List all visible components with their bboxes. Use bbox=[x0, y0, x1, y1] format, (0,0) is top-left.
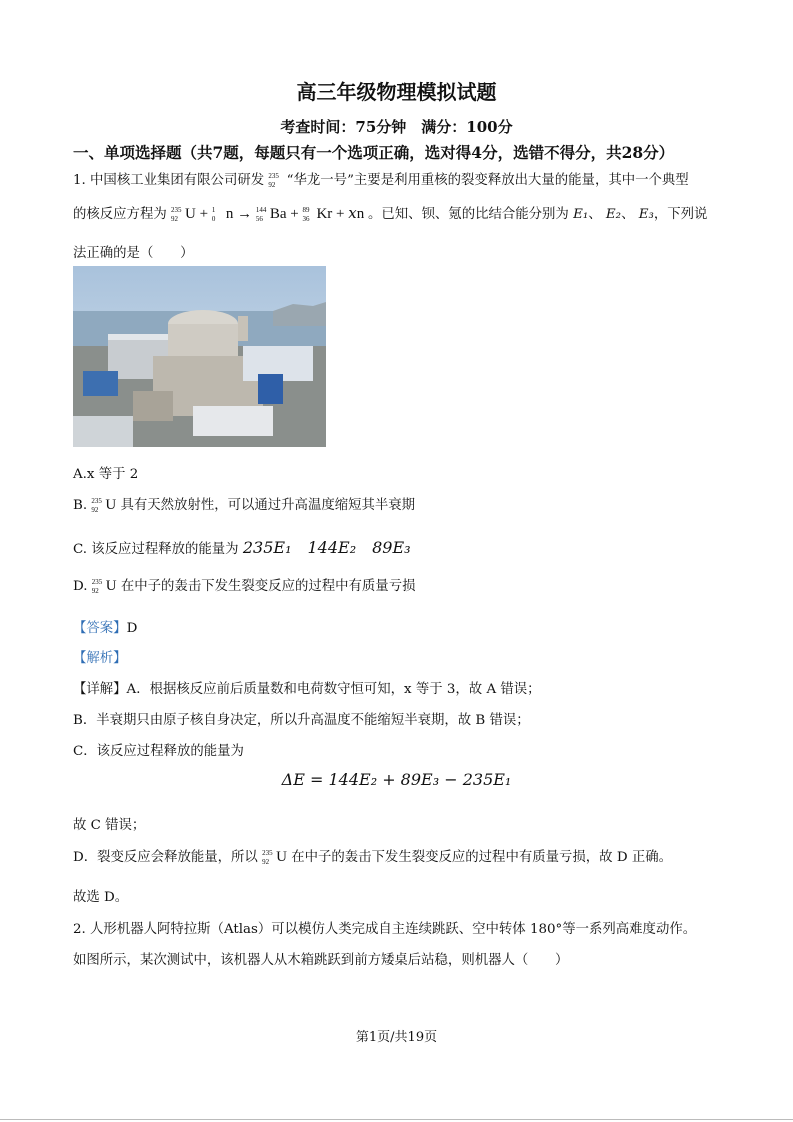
exam-info: 考查时间：75分钟 满分：100分 bbox=[280, 118, 513, 136]
nuclear-equation: 235 92 U + 1 0 n → 144 56 Ba + 89 36 Kr + xn bbox=[171, 204, 365, 223]
final-answer: 故选 D。 bbox=[73, 890, 129, 905]
option-c: C. 该反应过程释放的能量为 235E₁ 144E₂ 89E₃ bbox=[73, 538, 411, 557]
option-d: D. 235 92 U 在中子的轰击下发生裂变反应的过程中有质量亏损 bbox=[73, 577, 416, 595]
detail-b: B．半衰期只由原子核自身决定，所以升高温度不能缩短半衰期，故 B 错误； bbox=[73, 713, 530, 728]
detail-c-conclusion: 故 C 错误； bbox=[73, 818, 146, 833]
page-bottom-divider bbox=[0, 1119, 793, 1120]
q1-line1: 1. 中国核工业集团有限公司研发 235 92 “华龙一号”主要是利用重核的裂变释放出大量的能量，其中一个典型 bbox=[73, 171, 689, 189]
q2-line1: 2. 人形机器人阿特拉斯（Atlas）可以模仿人类完成自主连续跳跃、空中转体 180°等一系列高难度动作。 bbox=[73, 922, 697, 937]
section-heading: 一、单项选择题（共7题，每题只有一个选项正确，选对得4分，选错不得分，共28分） bbox=[73, 143, 675, 162]
option-b: B. 235 92 U 具有天然放射性，可以通过升高温度缩短其半衰期 bbox=[73, 496, 416, 514]
page-footer: 第1页/共19页 bbox=[355, 1030, 438, 1045]
q2-line2: 如图所示，某次测试中，该机器人从木箱跳跃到前方矮桌后站稳，则机器人（ ） bbox=[73, 953, 569, 968]
detail-c: C．该反应过程释放的能量为 bbox=[73, 744, 244, 759]
detail-d: D．裂变反应会释放能量，所以 235 92 U 在中子的轰击下发生裂变反应的过程中有质量亏损，故 D 正确。 bbox=[73, 848, 672, 866]
detail-a: 【详解】A．根据核反应前后质量数和电荷数守恒可知，x 等于 3，故 A 错误； bbox=[73, 682, 541, 697]
u-isotope-small: 235 92 bbox=[268, 171, 279, 189]
q1-line3: 法正确的是（ ） bbox=[73, 246, 194, 261]
answer-line: 【答案】D bbox=[73, 621, 138, 636]
nuclear-plant-photo bbox=[73, 266, 326, 447]
option-a: A.x 等于 2 bbox=[73, 467, 139, 482]
analysis-label: 【解析】 bbox=[73, 651, 127, 666]
q1-line2: 的核反应方程为 235 92 U + 1 0 n → 144 56 Ba + 89 36 Kr + xn 。已知、钡、氪的比结合能分别为 E₁、 E₂、 E₃，下列说 bbox=[73, 204, 708, 223]
energy-equation: ΔE = 144E₂ + 89E₃ − 235E₁ bbox=[281, 770, 512, 789]
page-title: 高三年级物理模拟试题 bbox=[296, 80, 497, 104]
